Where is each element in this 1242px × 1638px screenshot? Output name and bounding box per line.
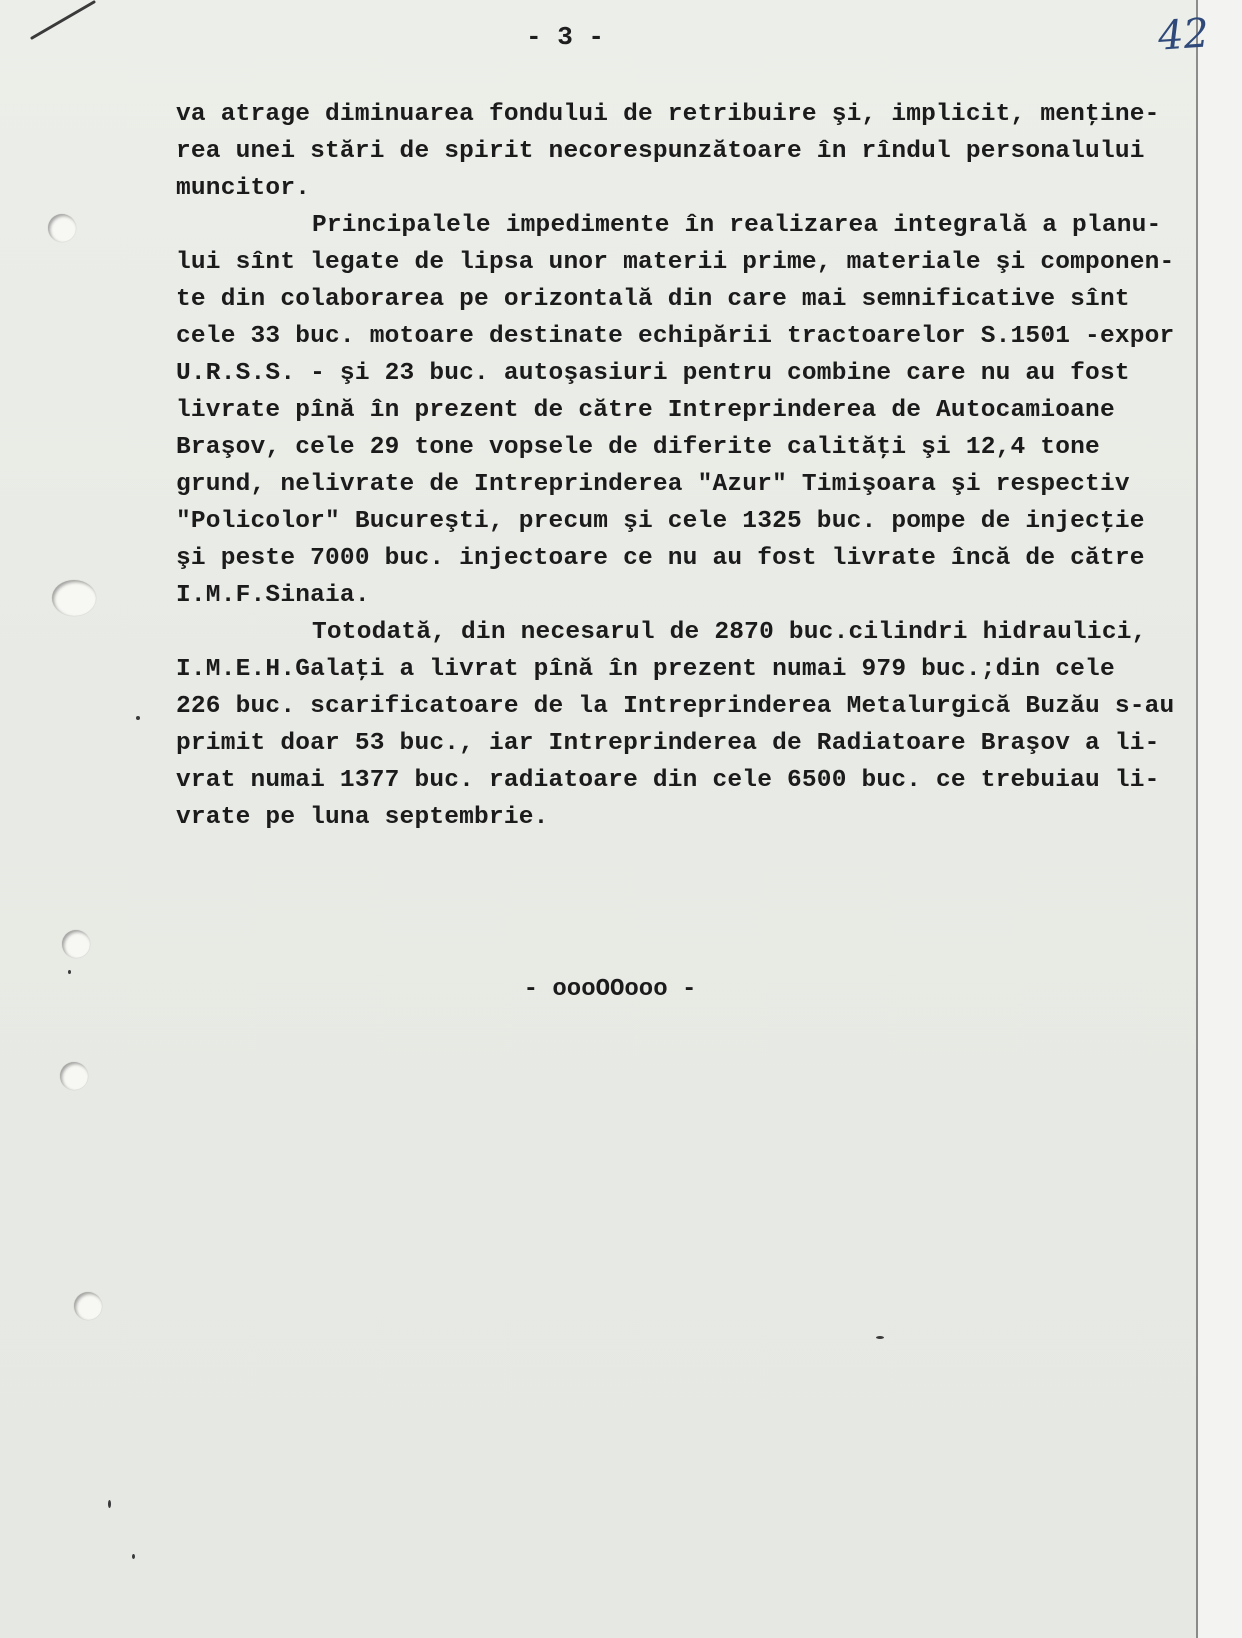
- text-line: I.M.E.H.Galaţi a livrat pînă în prezent numai 979 buc.;din cele: [176, 656, 1115, 683]
- text-line: U.R.S.S. - şi 23 buc. autoşasiuri pentru combine care nu au fost: [176, 360, 1130, 387]
- punch-hole: [48, 214, 76, 242]
- paper-speck: [132, 1554, 135, 1559]
- text-line: muncitor.: [176, 175, 311, 202]
- page-number: - 3 -: [525, 22, 604, 52]
- text-line: Braşov, cele 29 tone vopsele de diferite calităţi şi 12,4 tone: [176, 434, 1100, 461]
- text-line: I.M.F.Sinaia.: [176, 582, 370, 609]
- paper-speck: [136, 716, 140, 720]
- text-line: rea unei stări de spirit necorespunzătoare în rîndul personalului: [176, 138, 1145, 165]
- text-line: primit doar 53 buc., iar Intreprinderea de Radiatoare Braşov a li-: [176, 730, 1160, 757]
- paragraph-start-line: Totodată, din necesarul de 2870 buc.cilindri hidraulici,: [312, 619, 1147, 646]
- punch-hole: [62, 930, 90, 958]
- document-body: [176, 96, 1206, 836]
- text-line: lui sînt legate de lipsa unor materii prime, materiale şi componen-: [176, 249, 1175, 276]
- paper-speck: [876, 1336, 884, 1339]
- text-line: va atrage diminuarea fondului de retribuire şi, implicit, menţine-: [176, 101, 1160, 128]
- text-line: livrate pînă în prezent de către Intreprinderea de Autocamioane: [176, 397, 1115, 424]
- end-of-text-mark: - oooOOooo -: [523, 976, 697, 1003]
- handwritten-folio-number: 42: [1156, 10, 1211, 60]
- text-line: vrate pe luna septembrie.: [176, 804, 549, 831]
- paper-speck: [68, 970, 71, 974]
- text-line: vrat numai 1377 buc. radiatoare din cele 6500 buc. ce trebuiau li-: [176, 767, 1160, 794]
- text-line: cele 33 buc. motoare destinate echipării tractoarelor S.1501 -expor: [176, 323, 1175, 350]
- text-line: grund, nelivrate de Intreprinderea "Azur" Timişoara şi respectiv: [176, 471, 1130, 498]
- text-line: "Policolor" Bucureşti, precum şi cele 1325 buc. pompe de injecţie: [176, 508, 1145, 535]
- text-line: 226 buc. scarificatoare de la Intreprinderea Metalurgică Buzău s-au: [176, 693, 1175, 720]
- punch-hole: [74, 1292, 102, 1320]
- text-line: te din colaborarea pe orizontală din care mai semnificative sînt: [176, 286, 1130, 313]
- pen-stroke-mark: [28, 0, 98, 42]
- punch-hole: [52, 580, 96, 616]
- punch-hole: [60, 1062, 88, 1090]
- text-line: şi peste 7000 buc. injectoare ce nu au fost livrate încă de către: [176, 545, 1145, 572]
- paper-speck: [108, 1500, 111, 1508]
- paragraph-start-line: Principalele impedimente în realizarea integrală a planu-: [312, 212, 1162, 239]
